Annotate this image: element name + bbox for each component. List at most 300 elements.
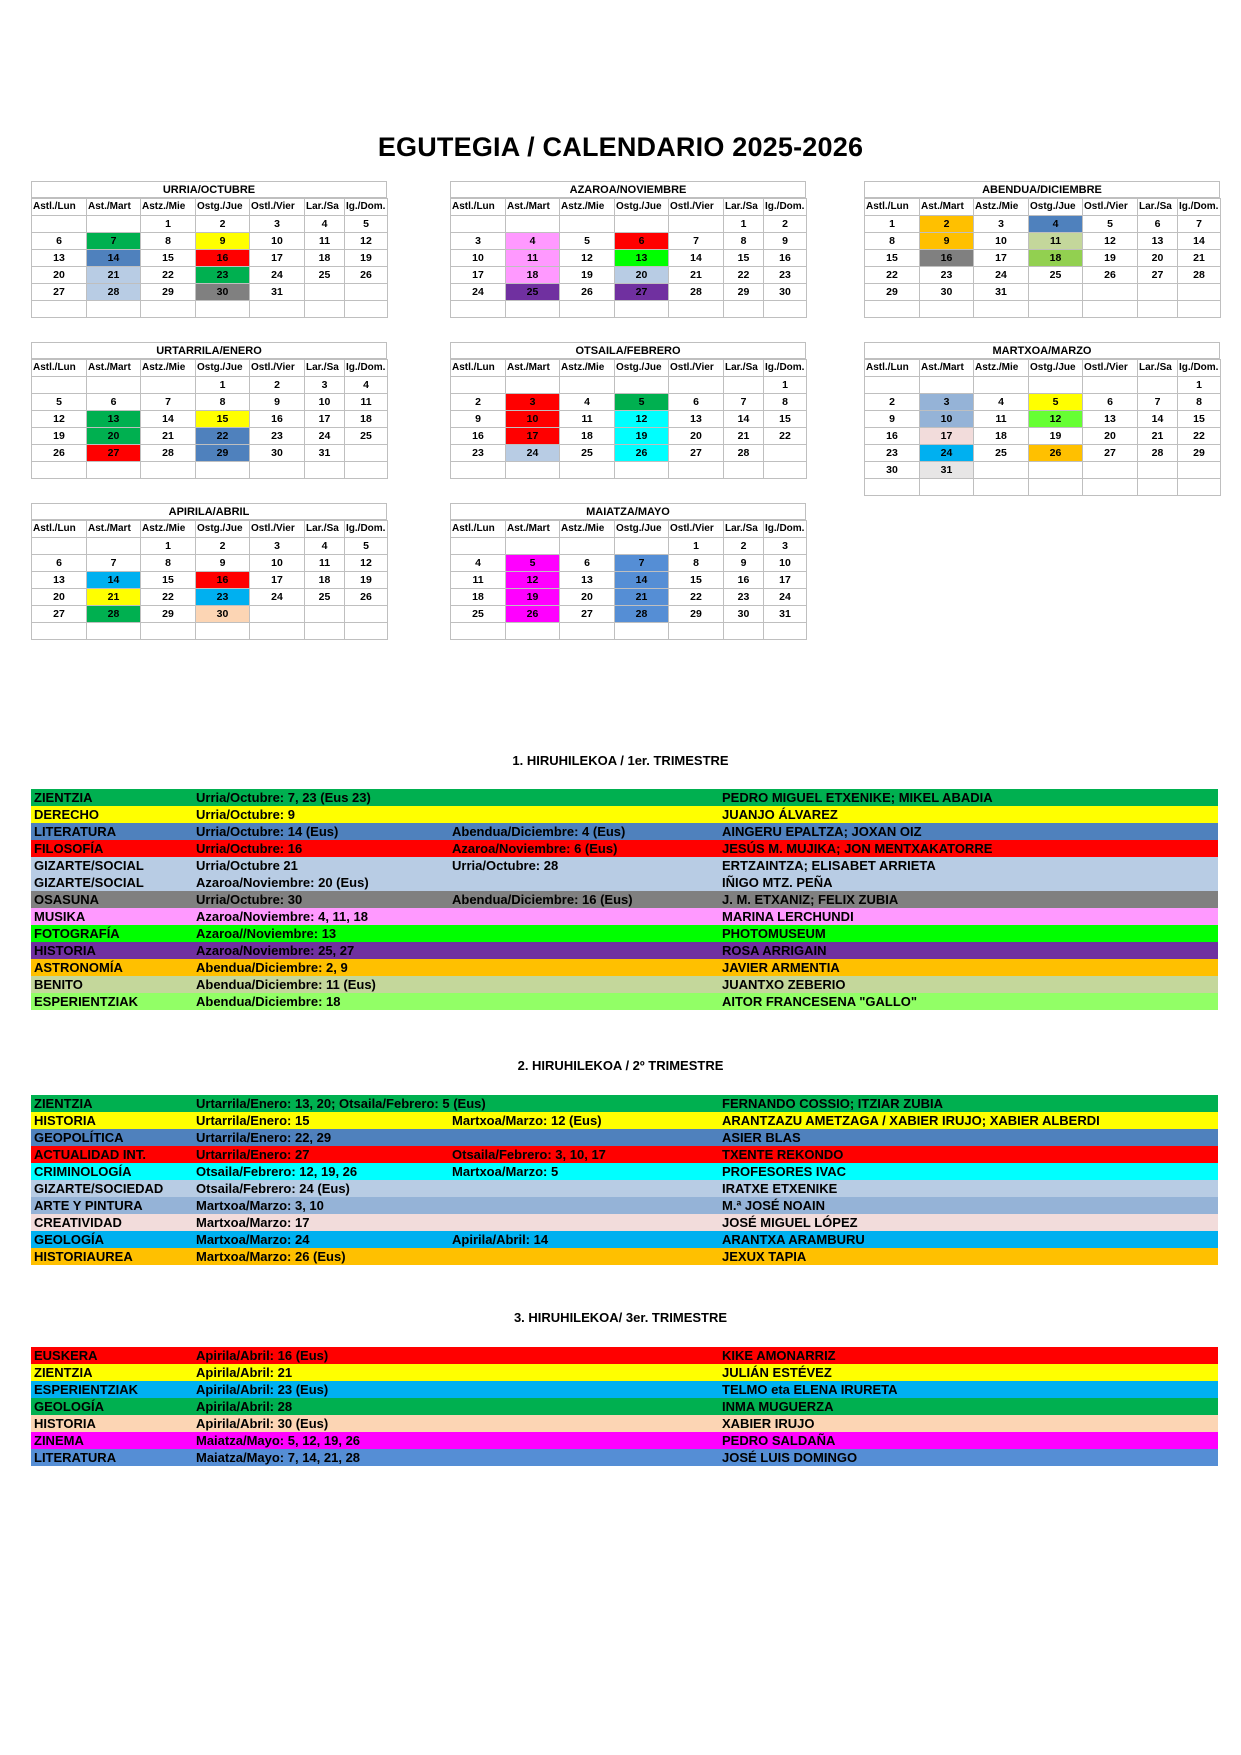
weekday-header: Astl./Lun xyxy=(451,521,506,538)
calendar-day: 21 xyxy=(669,267,724,284)
calendar-day: 29 xyxy=(196,445,250,462)
course-speakers: PROFESORES IVAC xyxy=(722,1164,847,1179)
calendar-day: 2 xyxy=(250,377,305,394)
weekday-header: Astz./Mie xyxy=(974,199,1029,216)
course-dates-extra: Otsaila/Febrero: 3, 10, 17 xyxy=(452,1147,606,1162)
calendar-day: 7 xyxy=(669,233,724,250)
weekday-header: Astl./Lun xyxy=(865,360,920,377)
calendar-day: 8 xyxy=(669,555,724,572)
calendar-day: 25 xyxy=(1029,267,1083,284)
course-dates-extra xyxy=(449,806,719,823)
course-subject: MUSIKA xyxy=(34,909,86,924)
calendar-day: 19 xyxy=(345,250,388,267)
course-speakers: AITOR FRANCESENA "GALLO" xyxy=(722,994,918,1009)
weekday-header: Ostg./Jue xyxy=(615,360,669,377)
month-title: MAIATZA/MAYO xyxy=(450,503,806,520)
course-dates: Maiatza/Mayo: 7, 14, 21, 28 xyxy=(196,1450,361,1465)
calendar-day: 2 xyxy=(196,538,250,555)
calendar-day: 16 xyxy=(920,250,974,267)
calendar-empty-cell xyxy=(560,623,615,640)
calendar-day: 14 xyxy=(724,411,764,428)
calendar-empty-cell xyxy=(305,284,345,301)
calendar-day: 15 xyxy=(141,572,196,589)
calendar-day: 10 xyxy=(506,411,560,428)
calendar-day: 6 xyxy=(560,555,615,572)
calendar-empty-cell xyxy=(141,623,196,640)
course-dates: Abendua/Diciembre: 11 (Eus) xyxy=(196,977,376,992)
calendar-day: 12 xyxy=(506,572,560,589)
calendar-day: 18 xyxy=(305,572,345,589)
calendar-empty-cell xyxy=(669,623,724,640)
course-row xyxy=(31,1180,1218,1197)
calendar-day: 3 xyxy=(920,394,974,411)
trimester-title: 2. HIRUHILEKOA / 2º TRIMESTRE xyxy=(517,1058,724,1073)
calendar-empty-cell xyxy=(615,623,669,640)
weekday-header: Lar./Sa xyxy=(1138,199,1178,216)
calendar-day: 14 xyxy=(87,250,141,267)
weekday-header: Astz./Mie xyxy=(141,199,196,216)
calendar-day: 16 xyxy=(764,250,807,267)
weekday-header: Lar./Sa xyxy=(1138,360,1178,377)
course-speakers: JAVIER ARMENTIA xyxy=(722,960,840,975)
calendar-day: 29 xyxy=(669,606,724,623)
calendar-day: 18 xyxy=(974,428,1029,445)
course-dates-extra xyxy=(449,1180,719,1197)
course-speakers: ASIER BLAS xyxy=(722,1130,801,1145)
calendar-empty-cell xyxy=(560,216,615,233)
course-subject: ESPERIENTZIAK xyxy=(34,994,139,1009)
course-dates: Abendua/Diciembre: 2, 9 xyxy=(196,960,348,975)
calendar-empty-cell xyxy=(32,623,87,640)
course-dates: Apirila/Abril: 28 xyxy=(196,1399,293,1414)
calendar-day: 14 xyxy=(141,411,196,428)
calendar-day: 9 xyxy=(451,411,506,428)
calendar-empty-cell xyxy=(764,445,807,462)
calendar-empty-cell xyxy=(764,301,807,318)
trimester-table xyxy=(31,1347,1218,1466)
calendar-day: 4 xyxy=(1029,216,1083,233)
month-calendar xyxy=(450,342,806,479)
calendar-empty-cell xyxy=(1083,284,1138,301)
calendar-empty-cell xyxy=(865,479,920,496)
weekday-header: Ig./Dom. xyxy=(345,199,388,216)
calendar-empty-cell xyxy=(451,301,506,318)
month-title: AZAROA/NOVIEMBRE xyxy=(450,181,806,198)
month-calendar xyxy=(450,181,806,318)
calendar-day: 6 xyxy=(1083,394,1138,411)
calendar-empty-cell xyxy=(1083,377,1138,394)
calendar-day: 17 xyxy=(974,250,1029,267)
course-speakers: PEDRO MIGUEL ETXENIKE; MIKEL ABADIA xyxy=(722,790,993,805)
calendar-day: 9 xyxy=(196,233,250,250)
calendar-empty-cell xyxy=(1178,462,1221,479)
calendar-day: 20 xyxy=(615,267,669,284)
calendar-day: 21 xyxy=(87,267,141,284)
calendar-day: 23 xyxy=(196,267,250,284)
calendar-day: 19 xyxy=(1029,428,1083,445)
course-dates: Apirila/Abril: 21 xyxy=(196,1365,293,1380)
course-subject: FILOSOFÍA xyxy=(34,841,104,856)
calendar-day: 18 xyxy=(345,411,388,428)
calendar-day: 12 xyxy=(560,250,615,267)
course-dates-extra xyxy=(449,976,719,993)
calendar-empty-cell xyxy=(506,538,560,555)
calendar-day: 3 xyxy=(974,216,1029,233)
calendar-day: 4 xyxy=(974,394,1029,411)
calendar-empty-cell xyxy=(865,301,920,318)
calendar-empty-cell xyxy=(724,301,764,318)
calendar-empty-cell xyxy=(305,301,345,318)
calendar-empty-cell xyxy=(345,284,388,301)
calendar-empty-cell xyxy=(1138,462,1178,479)
calendar-empty-cell xyxy=(32,216,87,233)
course-speakers: MARINA LERCHUNDI xyxy=(722,909,854,924)
calendar-day: 9 xyxy=(196,555,250,572)
calendar-day: 16 xyxy=(865,428,920,445)
calendar-day: 30 xyxy=(250,445,305,462)
calendar-day: 25 xyxy=(305,589,345,606)
course-dates: Otsaila/Febrero: 12, 19, 26 xyxy=(196,1164,358,1179)
weekday-header: Ostl./Vier xyxy=(250,360,305,377)
course-subject: OSASUNA xyxy=(34,892,100,907)
calendar-day: 26 xyxy=(345,589,388,606)
course-dates-extra xyxy=(449,1197,719,1214)
calendar-day: 15 xyxy=(1178,411,1221,428)
calendar-day: 26 xyxy=(560,284,615,301)
trimester-title: 3. HIRUHILEKOA/ 3er. TRIMESTRE xyxy=(513,1310,728,1325)
calendar-day: 24 xyxy=(506,445,560,462)
course-dates-extra: Abendua/Diciembre: 16 (Eus) xyxy=(452,892,633,907)
calendar-day: 31 xyxy=(250,284,305,301)
course-dates: Martxoa/Marzo: 24 xyxy=(196,1232,310,1247)
course-dates: Martxoa/Marzo: 17 xyxy=(196,1215,310,1230)
calendar-day: 21 xyxy=(615,589,669,606)
course-dates: Maiatza/Mayo: 5, 12, 19, 26 xyxy=(196,1433,361,1448)
calendar-empty-cell xyxy=(1029,462,1083,479)
calendar-empty-cell xyxy=(506,462,560,479)
course-dates-extra: Urria/Octubre: 28 xyxy=(452,858,559,873)
course-dates: Urria/Octubre: 9 xyxy=(196,807,295,822)
calendar-day: 26 xyxy=(1029,445,1083,462)
weekday-header: Ostg./Jue xyxy=(196,521,250,538)
course-dates: Urria/Octubre 21 xyxy=(196,858,298,873)
calendar-day: 21 xyxy=(724,428,764,445)
calendar-day: 22 xyxy=(196,428,250,445)
calendar-day: 13 xyxy=(87,411,141,428)
course-dates-extra xyxy=(449,1398,719,1415)
course-speakers: TXENTE REKONDO xyxy=(722,1147,844,1162)
calendar-empty-cell xyxy=(615,216,669,233)
calendar-day: 13 xyxy=(1083,411,1138,428)
calendar-day: 28 xyxy=(1178,267,1221,284)
course-subject: HISTORIA xyxy=(34,943,96,958)
calendar-day: 11 xyxy=(345,394,388,411)
calendar-day: 16 xyxy=(196,250,250,267)
weekday-header: Ostg./Jue xyxy=(196,199,250,216)
course-subject: HISTORIAUREA xyxy=(34,1249,133,1264)
calendar-day: 17 xyxy=(764,572,807,589)
calendar-day: 29 xyxy=(141,284,196,301)
calendar-day: 14 xyxy=(615,572,669,589)
calendar-empty-cell xyxy=(345,301,388,318)
course-subject: ZINEMA xyxy=(34,1433,84,1448)
calendar-empty-cell xyxy=(974,301,1029,318)
calendar-day: 28 xyxy=(724,445,764,462)
calendar-empty-cell xyxy=(451,216,506,233)
course-dates: Apirila/Abril: 30 (Eus) xyxy=(196,1416,329,1431)
calendar-day: 5 xyxy=(1083,216,1138,233)
calendar-day: 1 xyxy=(196,377,250,394)
calendar-day: 31 xyxy=(764,606,807,623)
course-row xyxy=(31,1381,1218,1398)
weekday-header: Ast./Mart xyxy=(920,360,974,377)
calendar-day: 22 xyxy=(865,267,920,284)
calendar-day: 8 xyxy=(724,233,764,250)
calendar-empty-cell xyxy=(250,606,305,623)
course-dates: Azaroa//Noviembre: 13 xyxy=(196,926,337,941)
course-row xyxy=(31,840,1218,857)
course-dates-extra xyxy=(449,1364,719,1381)
calendar-day: 23 xyxy=(451,445,506,462)
calendar-day: 25 xyxy=(345,428,388,445)
calendar-day: 3 xyxy=(250,538,305,555)
calendar-empty-cell xyxy=(32,377,87,394)
calendar-day: 15 xyxy=(865,250,920,267)
calendar-empty-cell xyxy=(1138,301,1178,318)
calendar-day: 22 xyxy=(141,589,196,606)
course-row xyxy=(31,942,1218,959)
calendar-day: 12 xyxy=(345,233,388,250)
calendar-empty-cell xyxy=(1178,479,1221,496)
weekday-header: Astl./Lun xyxy=(32,199,87,216)
calendar-day: 7 xyxy=(87,555,141,572)
calendar-empty-cell xyxy=(32,301,87,318)
calendar-day: 1 xyxy=(1178,377,1221,394)
calendar-day: 27 xyxy=(32,284,87,301)
course-row xyxy=(31,806,1218,823)
calendar-day: 12 xyxy=(345,555,388,572)
calendar-empty-cell xyxy=(920,301,974,318)
calendar-day: 3 xyxy=(764,538,807,555)
calendar-day: 12 xyxy=(615,411,669,428)
calendar-day: 6 xyxy=(32,233,87,250)
month-calendar xyxy=(31,342,387,479)
calendar-day: 19 xyxy=(506,589,560,606)
month-title: MARTXOA/MARZO xyxy=(864,342,1220,359)
calendar-day: 27 xyxy=(1138,267,1178,284)
calendar-day: 16 xyxy=(724,572,764,589)
calendar-day: 20 xyxy=(87,428,141,445)
course-speakers: JULIÁN ESTÉVEZ xyxy=(722,1365,832,1380)
month-calendar xyxy=(450,503,806,640)
calendar-day: 28 xyxy=(87,606,141,623)
calendar-day: 11 xyxy=(974,411,1029,428)
calendar-day: 14 xyxy=(1178,233,1221,250)
weekday-header: Ostl./Vier xyxy=(1083,199,1138,216)
calendar-day: 11 xyxy=(1029,233,1083,250)
weekday-header: Astl./Lun xyxy=(865,199,920,216)
calendar-day: 2 xyxy=(764,216,807,233)
course-row xyxy=(31,1146,1218,1163)
course-dates-extra xyxy=(449,874,719,891)
calendar-empty-cell xyxy=(345,606,388,623)
calendar-empty-cell xyxy=(1029,377,1083,394)
weekday-header: Ostg./Jue xyxy=(1029,199,1083,216)
weekday-header: Ig./Dom. xyxy=(345,521,388,538)
calendar-empty-cell xyxy=(1178,301,1221,318)
course-speakers: PHOTOMUSEUM xyxy=(722,926,826,941)
course-speakers: IÑIGO MTZ. PEÑA xyxy=(722,875,833,890)
weekday-header: Ostg./Jue xyxy=(1029,360,1083,377)
weekday-header: Ostl./Vier xyxy=(669,360,724,377)
calendar-empty-cell xyxy=(87,462,141,479)
course-speakers: J. M. ETXANIZ; FELIX ZUBIA xyxy=(722,892,899,907)
course-speakers: XABIER IRUJO xyxy=(722,1416,815,1431)
course-row xyxy=(31,993,1218,1010)
weekday-header: Ostl./Vier xyxy=(1083,360,1138,377)
calendar-day: 18 xyxy=(506,267,560,284)
course-dates-extra xyxy=(449,1248,719,1265)
calendar-day: 7 xyxy=(1178,216,1221,233)
month-title: APIRILA/ABRIL xyxy=(31,503,387,520)
course-dates-extra xyxy=(449,908,719,925)
calendar-day: 10 xyxy=(920,411,974,428)
weekday-header: Astz./Mie xyxy=(141,521,196,538)
calendar-day: 13 xyxy=(669,411,724,428)
calendar-day: 1 xyxy=(724,216,764,233)
calendar-day: 23 xyxy=(724,589,764,606)
calendar-day: 19 xyxy=(1083,250,1138,267)
calendar-day: 26 xyxy=(506,606,560,623)
calendar-day: 7 xyxy=(724,394,764,411)
calendar-day: 24 xyxy=(920,445,974,462)
calendar-empty-cell xyxy=(305,606,345,623)
calendar-day: 13 xyxy=(32,572,87,589)
weekday-header: Lar./Sa xyxy=(305,199,345,216)
calendar-day: 6 xyxy=(615,233,669,250)
calendar-day: 30 xyxy=(196,284,250,301)
weekday-header: Ostg./Jue xyxy=(615,521,669,538)
calendar-day: 27 xyxy=(1083,445,1138,462)
calendar-empty-cell xyxy=(305,623,345,640)
calendar-empty-cell xyxy=(250,301,305,318)
calendar-empty-cell xyxy=(974,479,1029,496)
calendar-day: 2 xyxy=(196,216,250,233)
calendar-day: 6 xyxy=(32,555,87,572)
course-row xyxy=(31,1432,1218,1449)
calendar-day: 4 xyxy=(345,377,388,394)
course-row xyxy=(31,1248,1218,1265)
calendar-day: 24 xyxy=(451,284,506,301)
calendar-empty-cell xyxy=(451,377,506,394)
calendar-empty-cell xyxy=(87,377,141,394)
course-subject: CRIMINOLOGÍA xyxy=(34,1164,132,1179)
calendar-empty-cell xyxy=(1138,284,1178,301)
calendar-empty-cell xyxy=(865,377,920,394)
weekday-header: Ig./Dom. xyxy=(345,360,388,377)
weekday-header: Astz./Mie xyxy=(560,521,615,538)
calendar-empty-cell xyxy=(506,216,560,233)
weekday-header: Ast./Mart xyxy=(87,360,141,377)
calendar-day: 24 xyxy=(250,267,305,284)
calendar-empty-cell xyxy=(506,377,560,394)
course-dates-extra: Azaroa/Noviembre: 6 (Eus) xyxy=(452,841,618,856)
calendar-day: 20 xyxy=(1083,428,1138,445)
course-subject: ZIENTZIA xyxy=(34,1096,93,1111)
calendar-empty-cell xyxy=(345,623,388,640)
weekday-header: Lar./Sa xyxy=(724,521,764,538)
calendar-day: 1 xyxy=(141,538,196,555)
calendar-day: 18 xyxy=(451,589,506,606)
weekday-header: Astz./Mie xyxy=(974,360,1029,377)
calendar-empty-cell xyxy=(250,623,305,640)
calendar-day: 15 xyxy=(724,250,764,267)
calendar-day: 28 xyxy=(1138,445,1178,462)
calendar-empty-cell xyxy=(506,301,560,318)
calendar-day: 26 xyxy=(345,267,388,284)
calendar-day: 22 xyxy=(1178,428,1221,445)
course-row xyxy=(31,1129,1218,1146)
calendar-empty-cell xyxy=(920,377,974,394)
calendar-day: 19 xyxy=(32,428,87,445)
calendar-day: 17 xyxy=(451,267,506,284)
course-row xyxy=(31,1398,1218,1415)
calendar-day: 21 xyxy=(1138,428,1178,445)
calendar-day: 30 xyxy=(865,462,920,479)
weekday-header: Ig./Dom. xyxy=(764,521,807,538)
calendar-day: 17 xyxy=(250,250,305,267)
calendar-empty-cell xyxy=(1083,462,1138,479)
month-calendar xyxy=(31,181,387,318)
calendar-day: 6 xyxy=(669,394,724,411)
trimester-table xyxy=(31,1095,1218,1265)
course-dates: Urtarrila/Enero: 13, 20; Otsaila/Febrero: 5 (Eus) xyxy=(196,1096,486,1111)
calendar-day: 30 xyxy=(724,606,764,623)
calendar-day: 10 xyxy=(451,250,506,267)
calendar-empty-cell xyxy=(560,301,615,318)
course-row xyxy=(31,1214,1218,1231)
weekday-header: Astz./Mie xyxy=(560,199,615,216)
month-calendar xyxy=(864,342,1220,496)
calendar-empty-cell xyxy=(1029,301,1083,318)
calendar-day: 7 xyxy=(141,394,196,411)
calendar-day: 24 xyxy=(974,267,1029,284)
course-subject: GEOLOGÍA xyxy=(34,1399,105,1414)
calendar-day: 8 xyxy=(1178,394,1221,411)
calendar-empty-cell xyxy=(615,377,669,394)
calendar-day: 3 xyxy=(506,394,560,411)
calendar-day: 23 xyxy=(865,445,920,462)
calendar-day: 17 xyxy=(250,572,305,589)
course-row xyxy=(31,874,1218,891)
calendar-day: 19 xyxy=(615,428,669,445)
calendar-day: 9 xyxy=(920,233,974,250)
calendar-empty-cell xyxy=(560,538,615,555)
course-speakers: JOSÉ LUIS DOMINGO xyxy=(722,1450,858,1465)
calendar-day: 5 xyxy=(32,394,87,411)
calendar-empty-cell xyxy=(560,377,615,394)
calendar-day: 25 xyxy=(506,284,560,301)
calendar-empty-cell xyxy=(196,301,250,318)
calendar-empty-cell xyxy=(87,216,141,233)
calendar-day: 30 xyxy=(764,284,807,301)
trimester-table xyxy=(31,789,1218,1010)
calendar-day: 21 xyxy=(1178,250,1221,267)
calendar-day: 4 xyxy=(560,394,615,411)
course-speakers: ERTZAINTZA; ELISABET ARRIETA xyxy=(722,858,936,873)
calendar-day: 7 xyxy=(1138,394,1178,411)
calendar-day: 3 xyxy=(250,216,305,233)
